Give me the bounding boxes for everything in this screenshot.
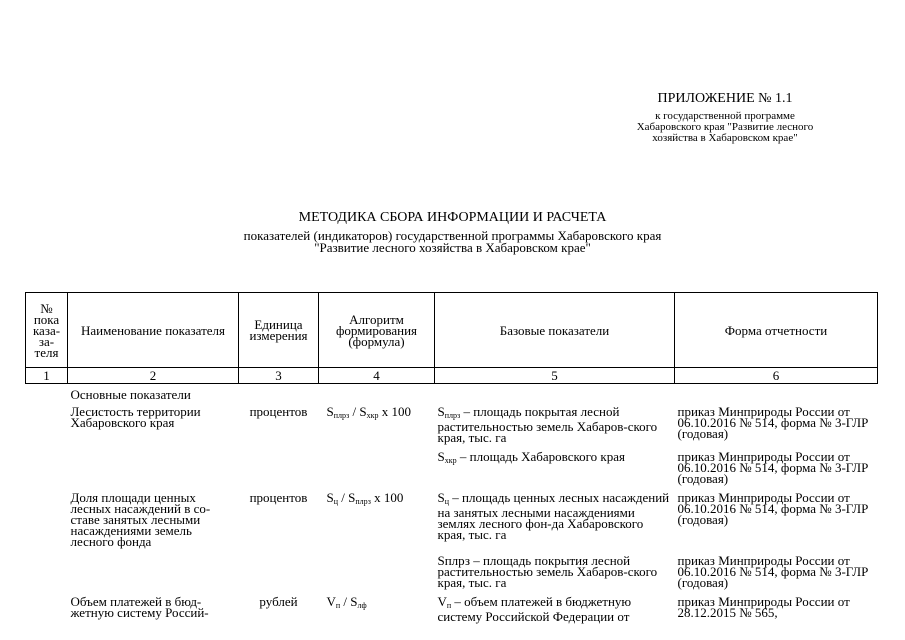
appendix-line-2: Хабаровского края "Развитие лесного bbox=[636, 121, 814, 133]
base-indicator: $S_ц$ – площадь ценных лесных насаждений на занятых лесными насаждениями землях лесного фон-да Хабаровского края, тыс. га bbox=[437, 490, 670, 542]
report-form: приказ Минприроды России от 06.10.2016 № 514, форма № 3-ГЛР (годовая) bbox=[677, 490, 869, 527]
appendix-title: ПРИЛОЖЕНИЕ № 1.1 bbox=[657, 91, 793, 106]
column-number: 3 bbox=[239, 368, 319, 384]
header-base-indicators: Базовые показатели bbox=[435, 293, 675, 368]
header-indicator-name: Наименование показателя bbox=[68, 293, 239, 368]
table-row bbox=[26, 484, 878, 547]
header-formula: Алгоритм формирования (формула) bbox=[319, 293, 435, 368]
indicator-unit: рублей bbox=[259, 594, 298, 609]
section-row bbox=[26, 384, 878, 407]
appendix-line-3: хозяйства в Хабаровском крае" bbox=[652, 132, 798, 144]
base-indicator: Sплрз – площадь покрытия лесной растительностью земель Хабаров-ского края, тыс. га bbox=[437, 553, 658, 590]
indicator-unit: процентов bbox=[249, 490, 308, 505]
indicator-name: Объем платежей в бюд-жетную систему Россий- bbox=[70, 594, 209, 620]
base-indicator: $V_п$ – объем платежей в бюджетную систему Российской Федерации от bbox=[437, 594, 632, 624]
table-header-row bbox=[26, 293, 878, 368]
indicator-formula: $V_п / S_{лф}$ bbox=[326, 594, 367, 610]
header-number: № пока каза- за- теля bbox=[26, 293, 68, 368]
report-form: приказ Минприроды России от 06.10.2016 № 514, форма № 3-ГЛР (годовая) bbox=[677, 553, 869, 590]
header-report-form: Форма отчетности bbox=[675, 293, 878, 368]
table-row bbox=[26, 588, 878, 622]
indicator-formula: $S_{плрз} / S_{хкр}$ х 100 bbox=[326, 404, 411, 420]
document-subtitle-line-2: "Развитие лесного хозяйства в Хабаровском крае" bbox=[314, 240, 591, 255]
document-subtitle-line-1: показателей (индикаторов) государственной программы Хабаровского края bbox=[243, 228, 662, 243]
section-title: Основные показатели bbox=[70, 387, 191, 402]
column-number-row bbox=[26, 368, 878, 384]
report-form: приказ Минприроды России от 06.10.2016 № 514, форма № 3-ГЛР (годовая) bbox=[677, 404, 869, 441]
document-subtitle bbox=[0, 230, 905, 254]
indicators-table bbox=[25, 292, 878, 622]
table-row bbox=[26, 443, 878, 484]
column-number: 6 bbox=[675, 368, 878, 384]
column-number: 2 bbox=[68, 368, 239, 384]
column-number: 5 bbox=[435, 368, 675, 384]
column-number: 1 bbox=[26, 368, 68, 384]
report-form: приказ Минприроды России от 28.12.2015 № 565, bbox=[677, 594, 850, 620]
table-row bbox=[26, 547, 878, 588]
column-number: 4 bbox=[319, 368, 435, 384]
indicator-name: Доля площади ценных лесных насаждений в со-ставе занятых лесными насаждениями земель лесного фонда bbox=[70, 490, 211, 549]
table-row bbox=[26, 406, 878, 443]
indicator-name: Лесистость территории Хабаровского края bbox=[70, 404, 201, 430]
header-unit: Единица измерения bbox=[239, 293, 319, 368]
base-indicator: $S_{плрз}$ – площадь покрытая лесной растительностью земель Хабаров-ского края, тыс. га bbox=[437, 404, 658, 445]
indicator-unit: процентов bbox=[249, 404, 308, 419]
indicator-formula: $S_ц / S_{плрз}$ х 100 bbox=[326, 490, 404, 506]
appendix-line-1: к государственной программе bbox=[655, 110, 795, 122]
base-indicator: $S_{хкр}$ – площадь Хабаровского края bbox=[437, 449, 625, 465]
report-form: приказ Минприроды России от 06.10.2016 № 514, форма № 3-ГЛР (годовая) bbox=[677, 449, 869, 486]
appendix-block bbox=[615, 91, 835, 144]
document-title: МЕТОДИКА СБОРА ИНФОРМАЦИИ И РАСЧЕТА bbox=[298, 210, 607, 225]
